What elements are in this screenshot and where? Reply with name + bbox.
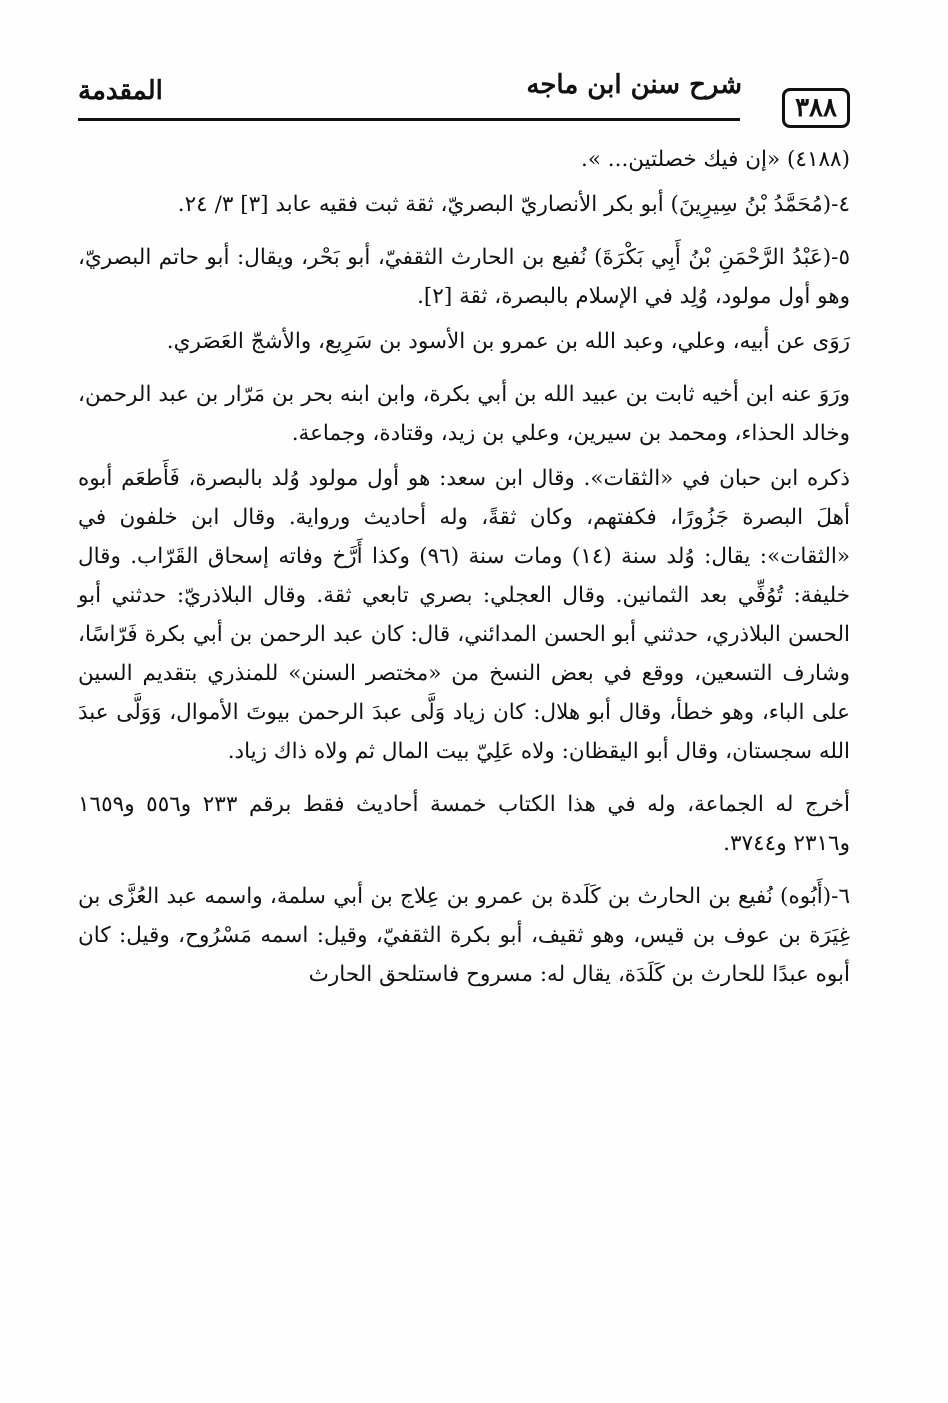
paragraph-2: ٤-(مُحَمَّدُ بْنُ سِيرِينَ) أبو بكر الأنصاريّ البصريّ، ثقة ثبت فقيه عابد [٣] ٣/ ٢٤. <box>177 192 850 217</box>
paragraph-8: ٦-(أَبُوه) نُفيع بن الحارث بن كَلَدة بن عمرو بن عِلاج بن أبي سلمة، واسمه عبد العُزَّى بن غِيَرَة بن عوف بن قيس، وهو ثقيف، أبو بكرة الثقفيّ، وقيل: اسمه مَسْرُوح، وقيل: كان أبوه عبدًا للحارث بن كَلَدَة، يقال له: مسروح فاستلحق الحارث <box>78 884 850 987</box>
paragraph-3: ٥-(عَبْدُ الرَّحْمَنِ بْنُ أَبِي بَكْرَةَ) نُفيع بن الحارث الثقفيّ، أبو بَحْر، ويقال: أبو حاتم البصريّ، وهو أول مولود، وُلِد في الإسلام بالبصرة، ثقة [٢]. <box>78 245 850 309</box>
header-rule <box>78 118 740 121</box>
paragraph-6: ذكره ابن حبان في «الثقات». وقال ابن سعد: هو أول مولود وُلد بالبصرة، فَأَطعَم أبوه أهلَ البصرة جَزُورًا، فكفتهم، وكان ثقةً، وله أحاديث ورواية. وقال ابن خلفون في «الثقات»: يقال: وُلد سنة (١٤) ومات سنة (٩٦) وكذا أَرَّخ وفاته إسحاق القَرّاب. وقال خليفة: تُوُفِّي بعد الثمانين. وقال العجلي: بصري تابعي ثقة. وقال البلاذريّ: حدثني أبو الحسن البلاذري، حدثني أبو الحسن المدائني، قال: كان عبد الرحمن بن أبي بكرة فَرّاسًا، وشارف التسعين، ووقع في بعض النسخ من «مختصر السنن» للمنذري بتقديم السين على الباء، وهو خطأ، وقال أبو هلال: كان زياد وَلَّى عبدَ الرحمن بيوتَ الأموال، وَوَلَّى عبدَ الله سجستان، وقال أبو اليقظان: ولاه عَلِيّ بيت المال ثم ولاه ذاك زياد. <box>78 466 851 764</box>
book-title: شرح سنن ابن ماجه <box>526 70 742 100</box>
paragraph-7: أخرج له الجماعة، وله في هذا الكتاب خمسة أحاديث فقط برقم ٢٣٣ و٥٥٦ و١٦٥٩ و٢٣١٦ و٣٧٤٤. <box>78 792 851 856</box>
body-text <box>78 140 850 1008</box>
page-header <box>78 66 850 124</box>
paragraph-5: ورَوَ عنه ابن أخيه ثابت بن عبيد الله بن أبي بكرة، وابن ابنه بحر بن مَرّار بن عبد الرحمن، وخالد الحذاء، ومحمد بن سيرين، وعلي بن زيد، وقتادة، وجماعة. <box>78 382 850 446</box>
paragraph-1: (٤١٨٨) «إن فيك خصلتين... ». <box>580 147 850 172</box>
page-number: ٣٨٨ <box>782 88 850 128</box>
paragraph-4: رَوَى عن أبيه، وعلي، وعبد الله بن عمرو بن الأسود بن سَرِيع، والأشجّ العَصَري. <box>166 329 850 354</box>
section-title: المقدمة <box>78 76 163 106</box>
